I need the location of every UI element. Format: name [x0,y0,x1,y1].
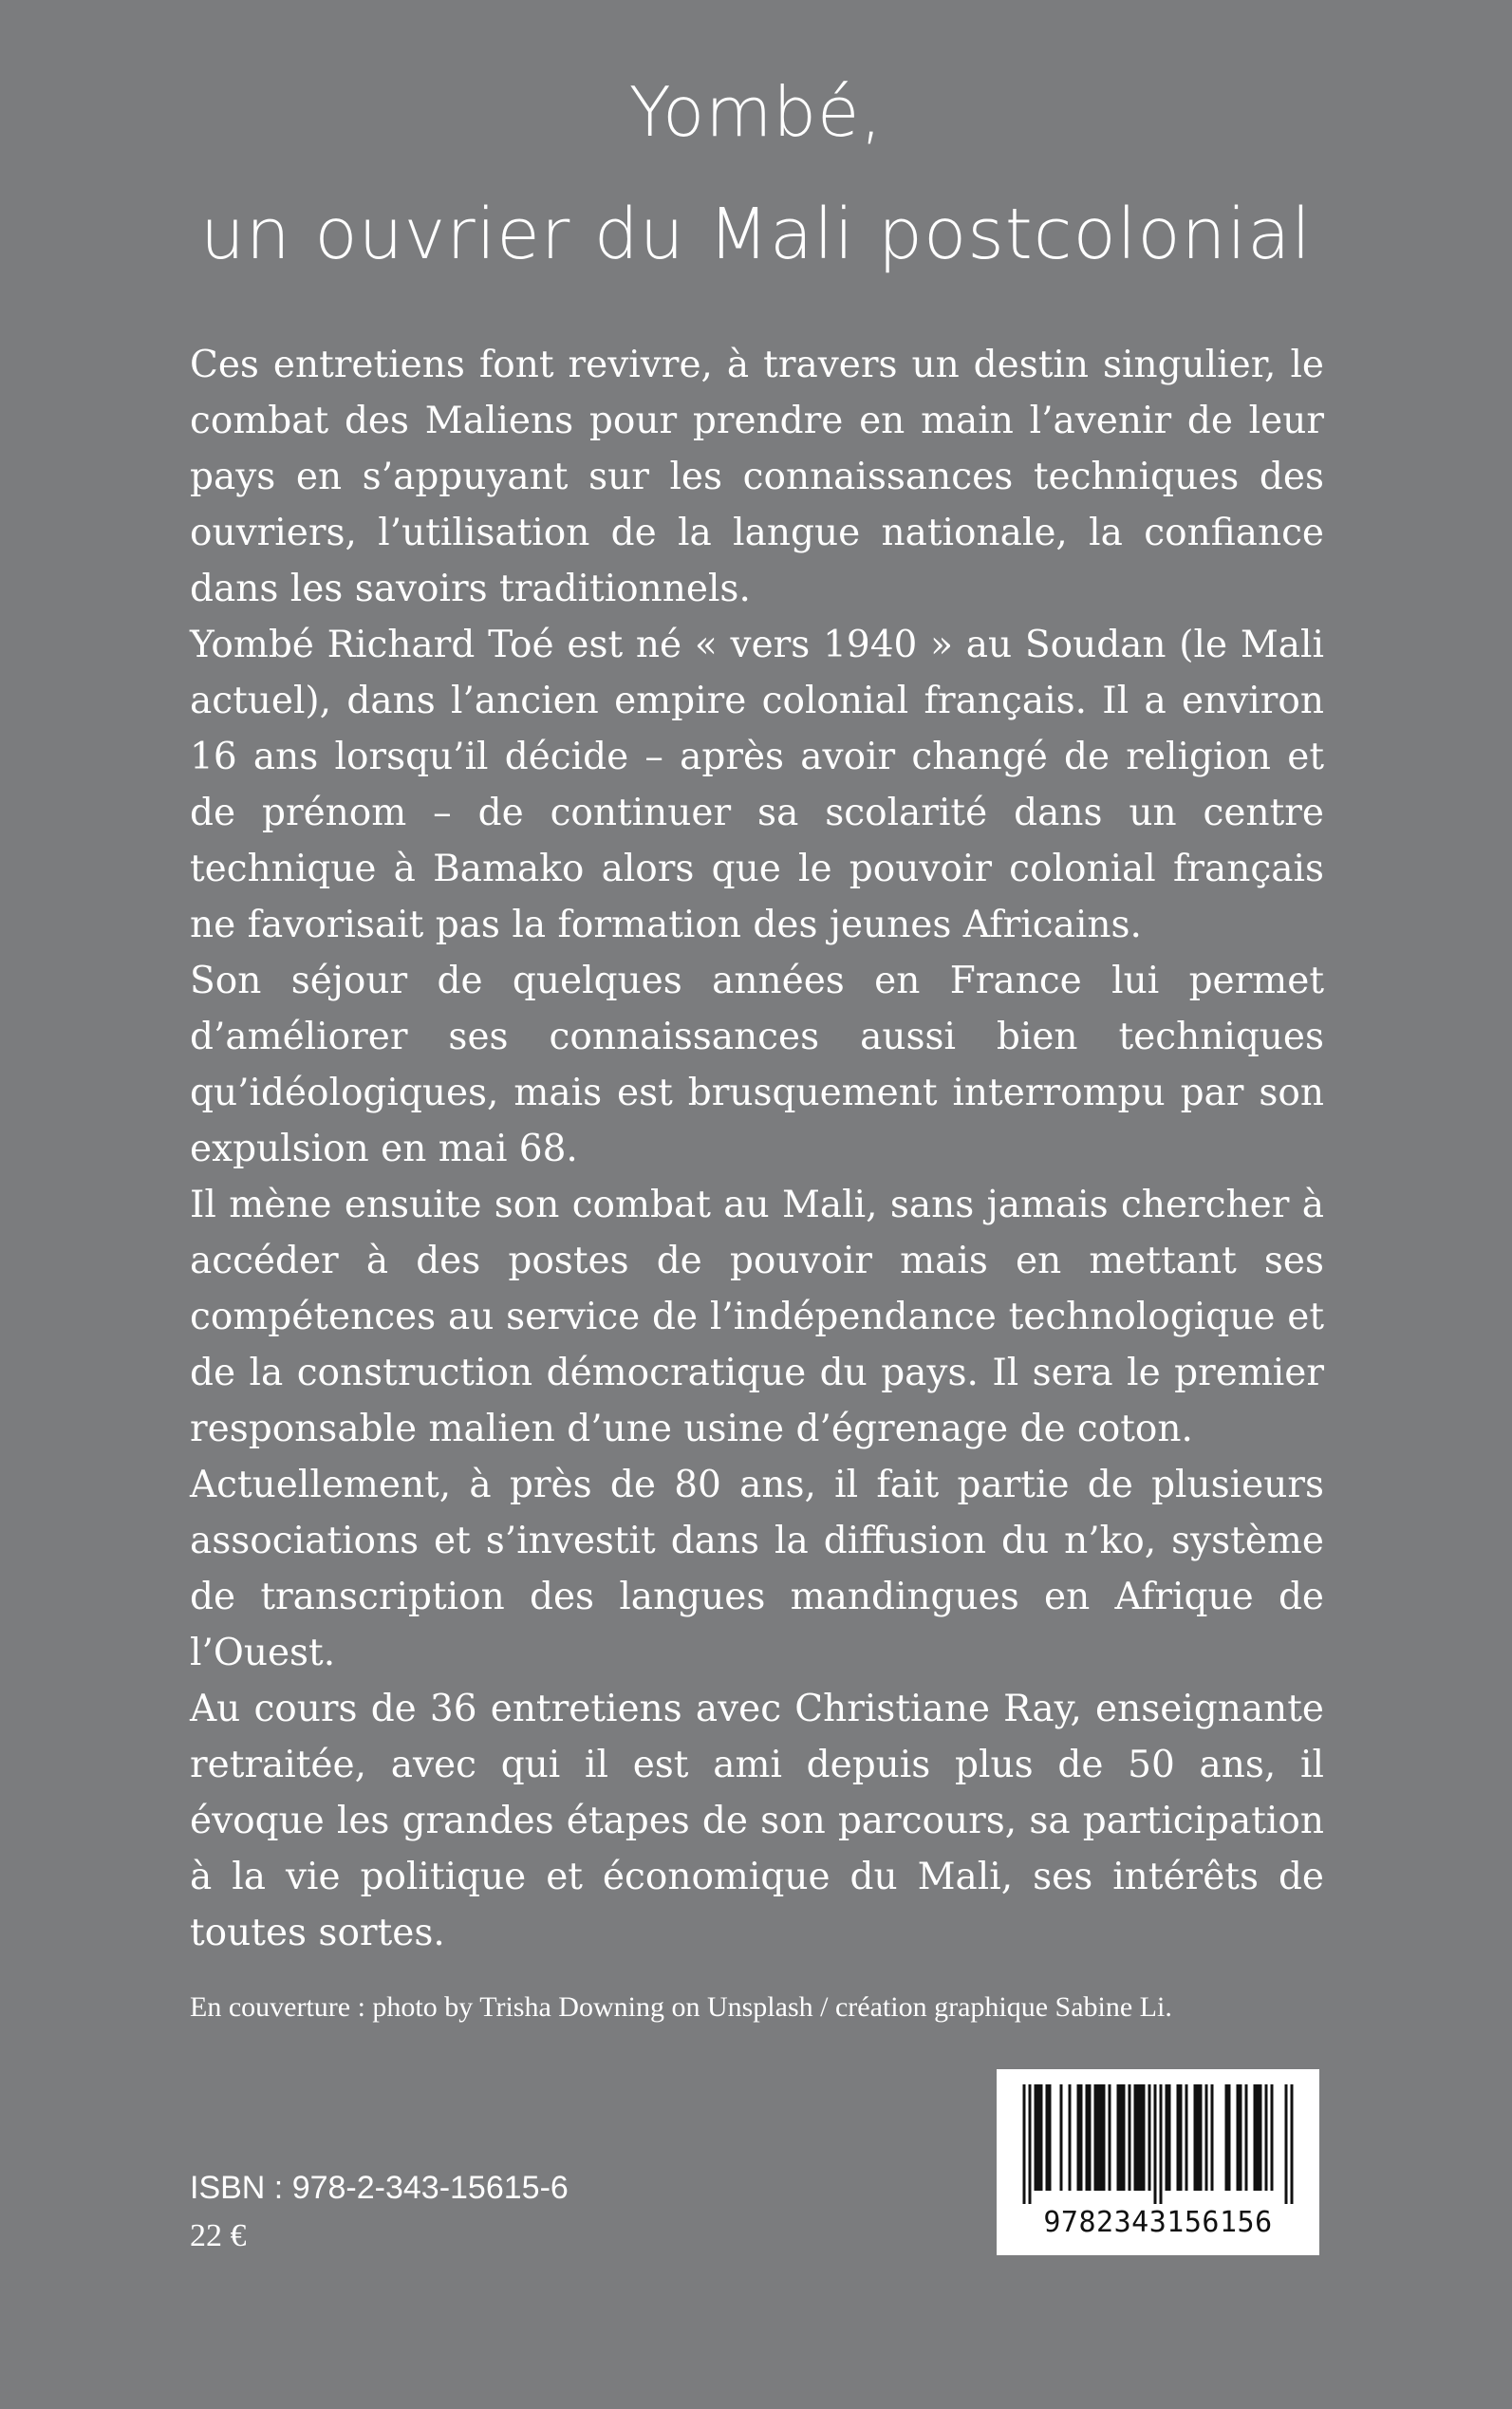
barcode-bar [1100,2084,1103,2191]
barcode-bar [1040,2084,1043,2191]
barcode-bar [1271,2084,1274,2191]
barcode-bar [1069,2084,1072,2191]
barcode-bar [1109,2084,1111,2191]
barcode-bar [1140,2084,1143,2191]
barcode-bar [1129,2084,1131,2191]
barcode-bar [1148,2084,1151,2191]
blurb-paragraph-4: Il mène ensuite son combat au Mali, sans jamais chercher à accéder à des postes de pouvoir mais en mettant ses compétences au service de l’indépendance technologique et de la construction démocratique du pays. Il sera le premier responsable malien d’une usine d’égrenage de coton. [190,1184,1324,1450]
barcode-bar [1257,2084,1260,2191]
barcode-bar [1143,2084,1146,2191]
book-subtitle: un ouvrier du Mali postcolonial [200,194,1312,275]
barcode-bar [1137,2084,1140,2191]
blurb-paragraph-3: Son séjour de quelques années en France lui permet d’améliorer ses connaissances aussi bien techniques qu’idéologiques, mais est brusquement interrompu par son expulsion en mai 68. [190,960,1324,1170]
blurb-paragraph-2: Yombé Richard Toé est né « vers 1940 » au Soudan (le Mali actuel), dans l’ancien empire colonial français. Il a environ 16 ans lorsqu’il décide – après avoir changé de religion et de prénom – de continuer sa scolarité dans un centre technique à Bamako alors que le pouvoir colonial français ne favorisait pas la formation des jeunes Africains. [190,624,1324,946]
blurb-paragraph-6: Au cours de 36 entretiens avec Christiane Ray, enseignante retraitée, avec qui il est ami depuis plus de 50 ans, il évoque les grandes étapes de son parcours, sa participation à la vie politique et économique du Mali, ses intérêts de toutes sortes. [190,1688,1324,1954]
barcode-bar [1260,2084,1262,2191]
barcode-bar [1240,2084,1242,2191]
barcode-bar [1197,2084,1200,2191]
barcode-bar [1180,2084,1183,2191]
barcode-bar [1120,2084,1123,2191]
barcode-bar [1211,2084,1214,2191]
barcode-bar [1205,2084,1208,2191]
barcode-bar [1060,2084,1063,2191]
barcode-bar [1254,2084,1257,2191]
barcode-bar [1094,2084,1097,2191]
barcode-bar [1228,2084,1231,2191]
barcode-bar [1037,2084,1040,2191]
barcode-bar [1245,2084,1248,2191]
barcode-bar [1237,2084,1240,2191]
barcode-bar [1285,2084,1288,2204]
barcode-bar [1177,2084,1180,2191]
barcode-bar [1046,2084,1049,2191]
barcode-bar [1291,2084,1294,2204]
barcode-bar [1080,2084,1083,2191]
barcode-bars [1014,2084,1302,2204]
barcode-bar [1103,2084,1106,2191]
barcode-bar [1029,2084,1032,2204]
barcode-bar [1185,2084,1188,2191]
barcode-bar [1077,2084,1080,2191]
barcode-bar [1134,2084,1137,2191]
barcode-bar [1023,2084,1026,2204]
barcode-bar [1035,2084,1037,2191]
barcode-bar [1200,2084,1203,2191]
cover-credit: En couverture : photo by Trisha Downing on Unsplash / création graphique Sabine Li. [190,1991,1172,2023]
barcode-bar [1265,2084,1268,2191]
blurb-paragraph-5: Actuellement, à près de 80 ans, il fait partie de plusieurs associations et s’investit dans la diffusion du n’ko, système de transcription des langues mandingues en Afrique de l’Ouest. [190,1464,1324,1674]
barcode-bar [1160,2084,1163,2204]
barcode-bar [1097,2084,1100,2191]
barcode-bar [1225,2084,1228,2191]
barcode-bar [1049,2084,1052,2191]
barcode-bar [1166,2084,1168,2191]
barcode-bar [1117,2084,1120,2191]
barcode-bar [1089,2084,1092,2191]
barcode-bar [1194,2084,1197,2191]
barcode-bar [1168,2084,1171,2191]
price-label: 22 € [190,2218,247,2253]
isbn-label: ISBN : 978-2-343-15615-6 [190,2170,569,2206]
barcode [997,2069,1319,2255]
blurb [190,337,1324,1961]
barcode-bar [1086,2084,1089,2191]
book-title: Yombé, [628,72,884,152]
blurb-paragraph-1: Ces entretiens font revivre, à travers un destin singulier, le combat des Maliens pour prendre en main l’avenir de leur pays en s’appuyant sur les connaissances techniques des ouvriers, l’utilisation de la langue nationale, la confiance dans les savoirs traditionnels. [190,344,1324,610]
barcode-bar [1154,2084,1157,2204]
barcode-digits: 9782343156156 [1043,2206,1273,2239]
barcode-bar [1123,2084,1126,2191]
